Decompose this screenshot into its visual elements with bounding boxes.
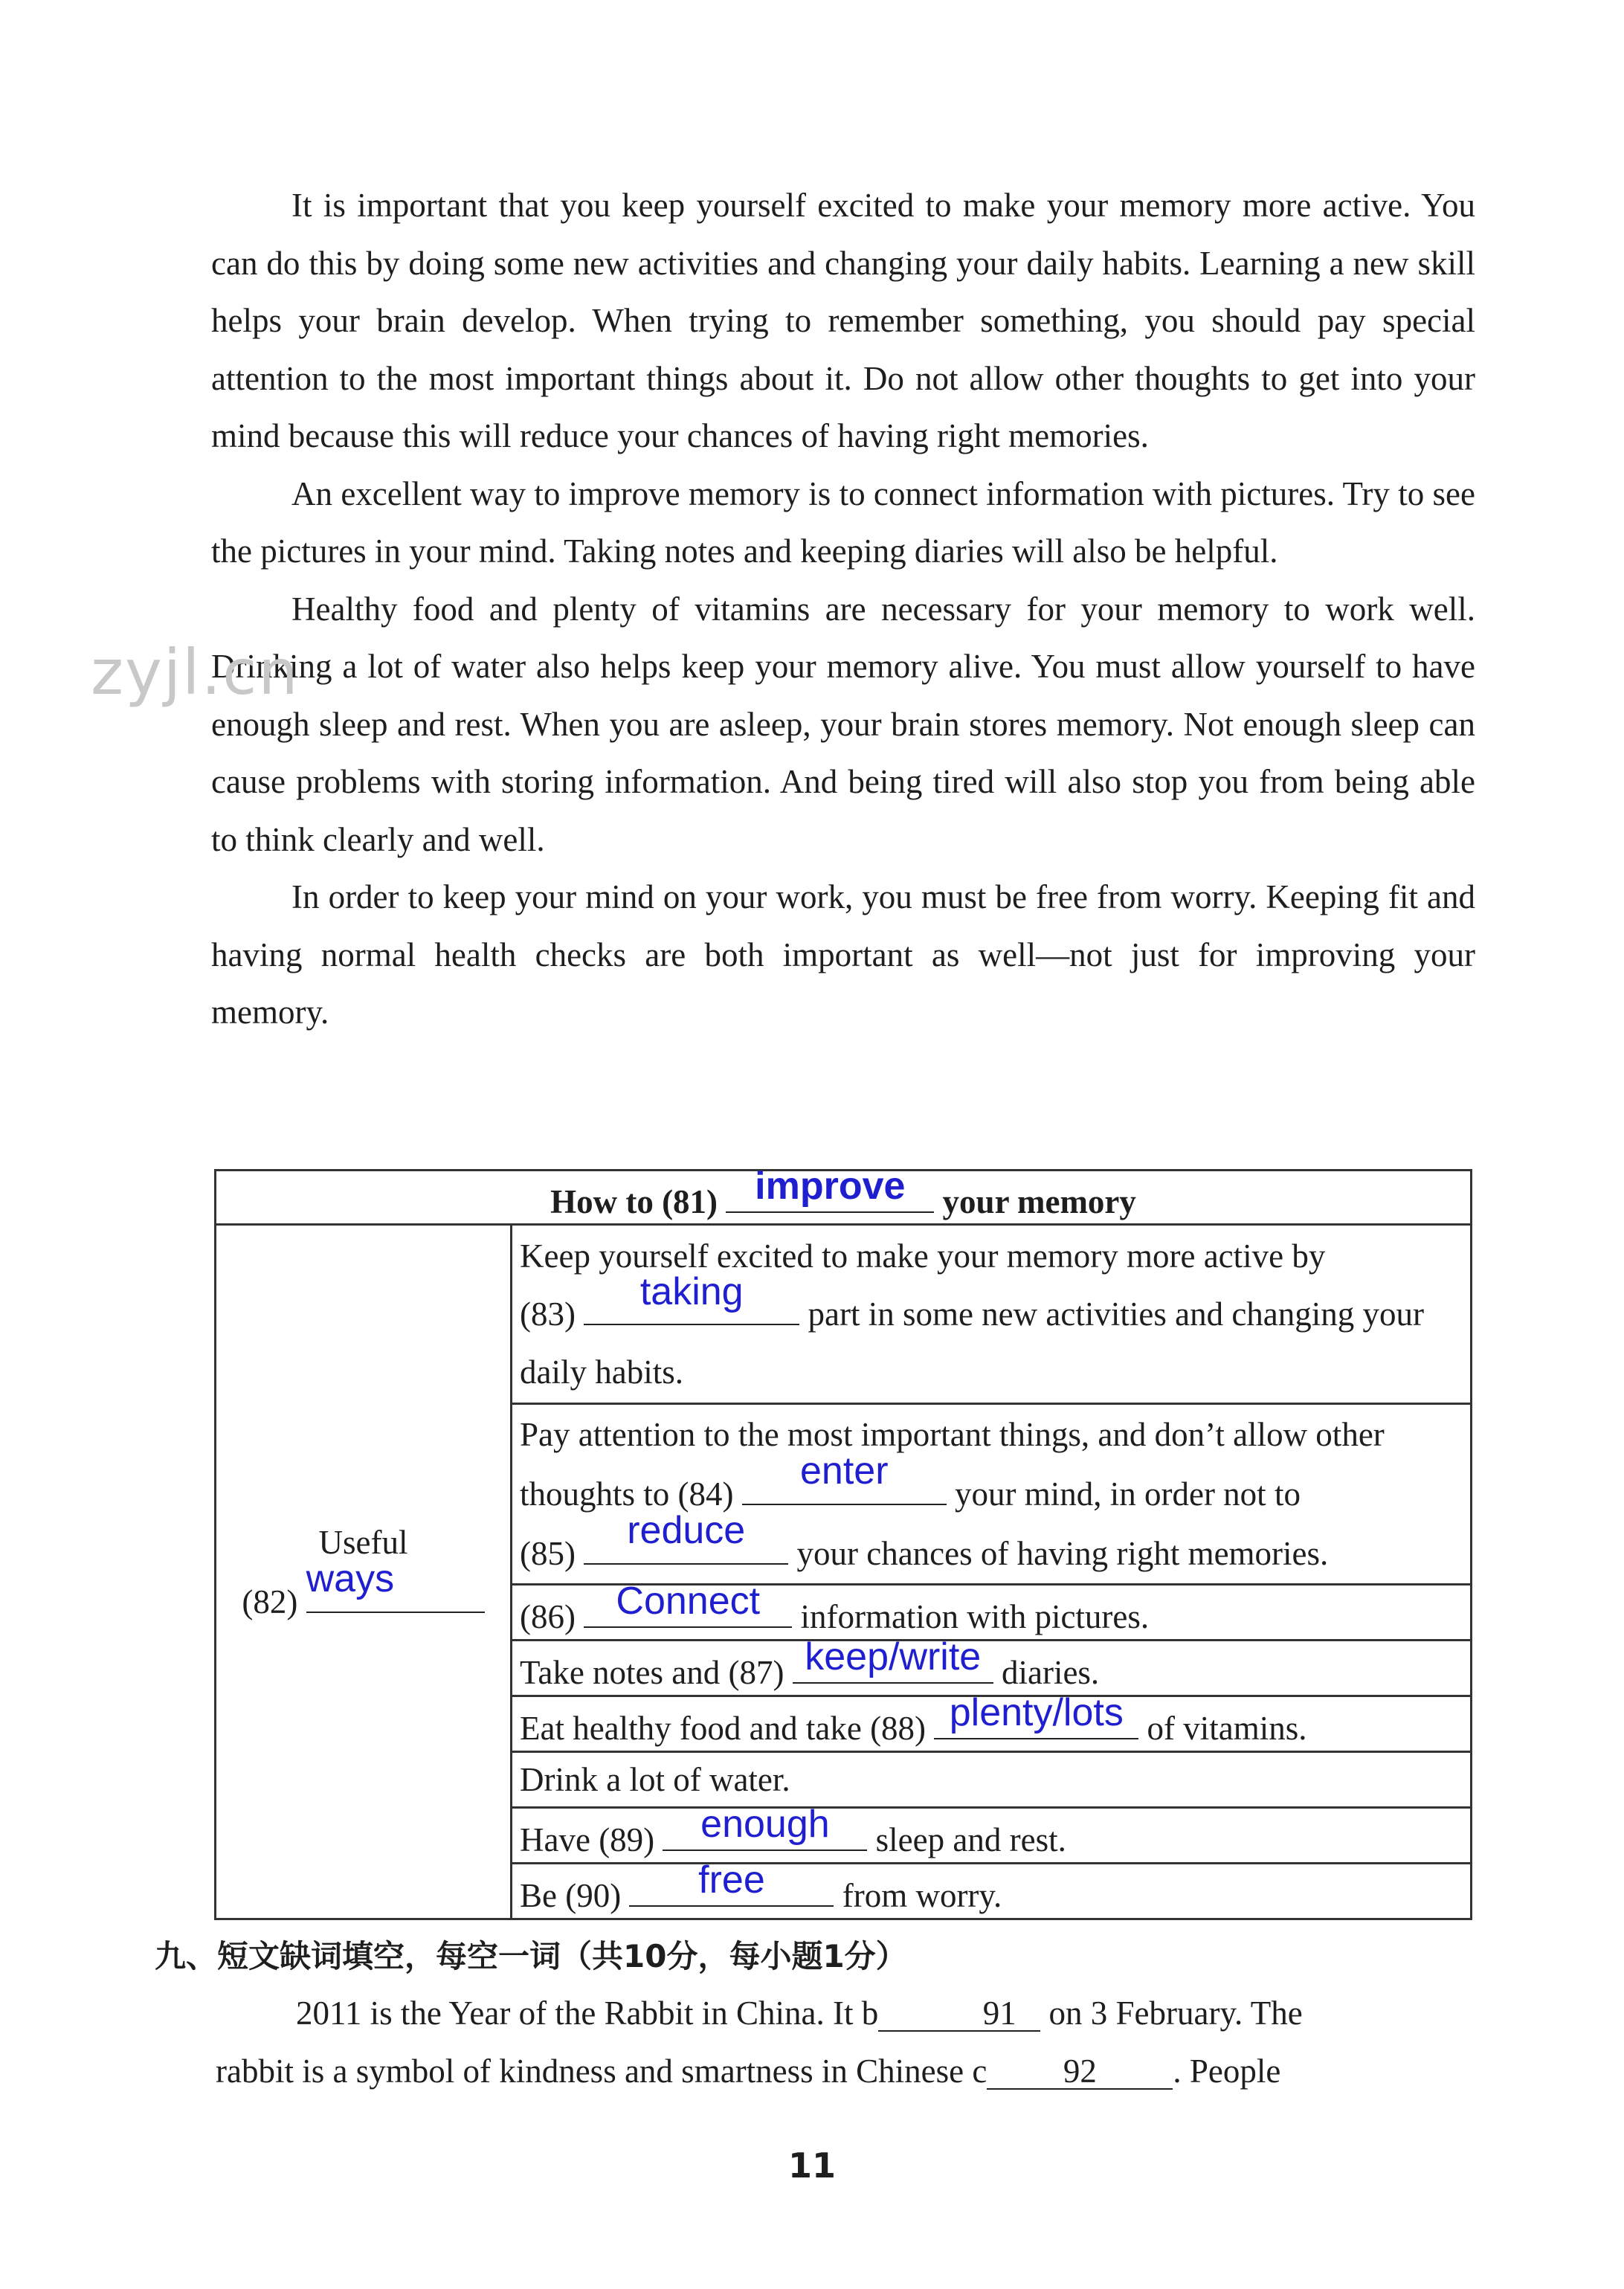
table-cell-89: Have (89) enough sleep and rest. [512, 1808, 1472, 1864]
reading-passage [211, 177, 1475, 1042]
table-row [216, 1225, 1472, 1404]
blank-82[interactable]: ways [306, 1574, 485, 1613]
blank-86[interactable]: Connect [584, 1589, 792, 1628]
section-9-heading: 九、短文缺词填空，每空一词（共10分，每小题1分） [155, 1938, 907, 1974]
blank-81[interactable]: improve [726, 1174, 934, 1213]
blank-84[interactable]: enter [742, 1467, 947, 1505]
passage-paragraph-1: It is important that you keep yourself excited to make your memory more active. You can do this by doing some new activities and changing your daily habits. Learning a new skill helps your brain develop. When trying to remember something, you should pay special attention to the most important things about it. Do not allow other thoughts to get into your mind because this will reduce your chances of having right memories. [211, 187, 1475, 454]
summary-table [214, 1164, 1472, 1920]
cloze-passage [216, 1984, 1480, 2100]
blank-90[interactable]: free [629, 1868, 834, 1907]
cloze-line-1: 2011 is the Year of the Rabbit in China. It b 91 on 3 February. The [296, 1995, 1303, 2032]
table-cell-83: Keep yourself excited to make your memory more active by (83) taking part in some new activities and changing your daily habits. [512, 1225, 1472, 1404]
cloze-line-2: rabbit is a symbol of kindness and smartness in Chinese c 92 . People [216, 2053, 1281, 2090]
blank-91[interactable]: 91 [878, 1996, 1040, 2032]
passage-paragraph-4: In order to keep your mind on your work, you must be free from worry. Keeping fit and having normal health checks are both important as well—not just for improving your memory. [211, 878, 1475, 1031]
table-cell-84-85: Pay attention to the most important things, and don’t allow other thoughts to (84) enter your mind, in order not to (85) reduce your chances of having right memories. [512, 1404, 1472, 1585]
table-cell-drink-water: Drink a lot of water. [512, 1752, 1472, 1808]
watermark: zyjl.cn [91, 636, 300, 709]
table-header-row [216, 1171, 1472, 1225]
blank-92[interactable]: 92 [987, 2054, 1173, 2090]
table-cell-87: Take notes and (87) keep/write diaries. [512, 1641, 1472, 1696]
passage-paragraph-3: Healthy food and plenty of vitamins are necessary for your memory to work well. Drinking a lot of water also helps keep your memory alive. You must allow yourself to have enough sleep and rest. When you are asleep, your brain stores memory. Not enough sleep can cause problems with storing information. And being tired will also stop you from being able to think clearly and well. [211, 590, 1475, 858]
blank-87[interactable]: keep/write [793, 1645, 993, 1684]
passage-paragraph-2: An excellent way to improve memory is to connect information with pictures. Try to see the pictures in your mind. Taking notes and keeping diaries will also be helpful. [211, 474, 1475, 570]
blank-89[interactable]: enough [663, 1812, 867, 1851]
useful-ways-cell: Useful (82) ways [216, 1225, 512, 1919]
table-cell-90: Be (90) free from worry. [512, 1864, 1472, 1919]
blank-88[interactable]: plenty/lots [934, 1701, 1138, 1739]
page-number: 11 [787, 2145, 836, 2186]
table-cell-88: Eat healthy food and take (88) plenty/lots of vitamins. [512, 1696, 1472, 1752]
blank-83[interactable]: taking [584, 1287, 799, 1325]
table-title: How to (81) improve your memory [216, 1171, 1472, 1225]
table-cell-86: (86) Connect information with pictures. [512, 1585, 1472, 1641]
blank-85[interactable]: reduce [584, 1526, 788, 1565]
